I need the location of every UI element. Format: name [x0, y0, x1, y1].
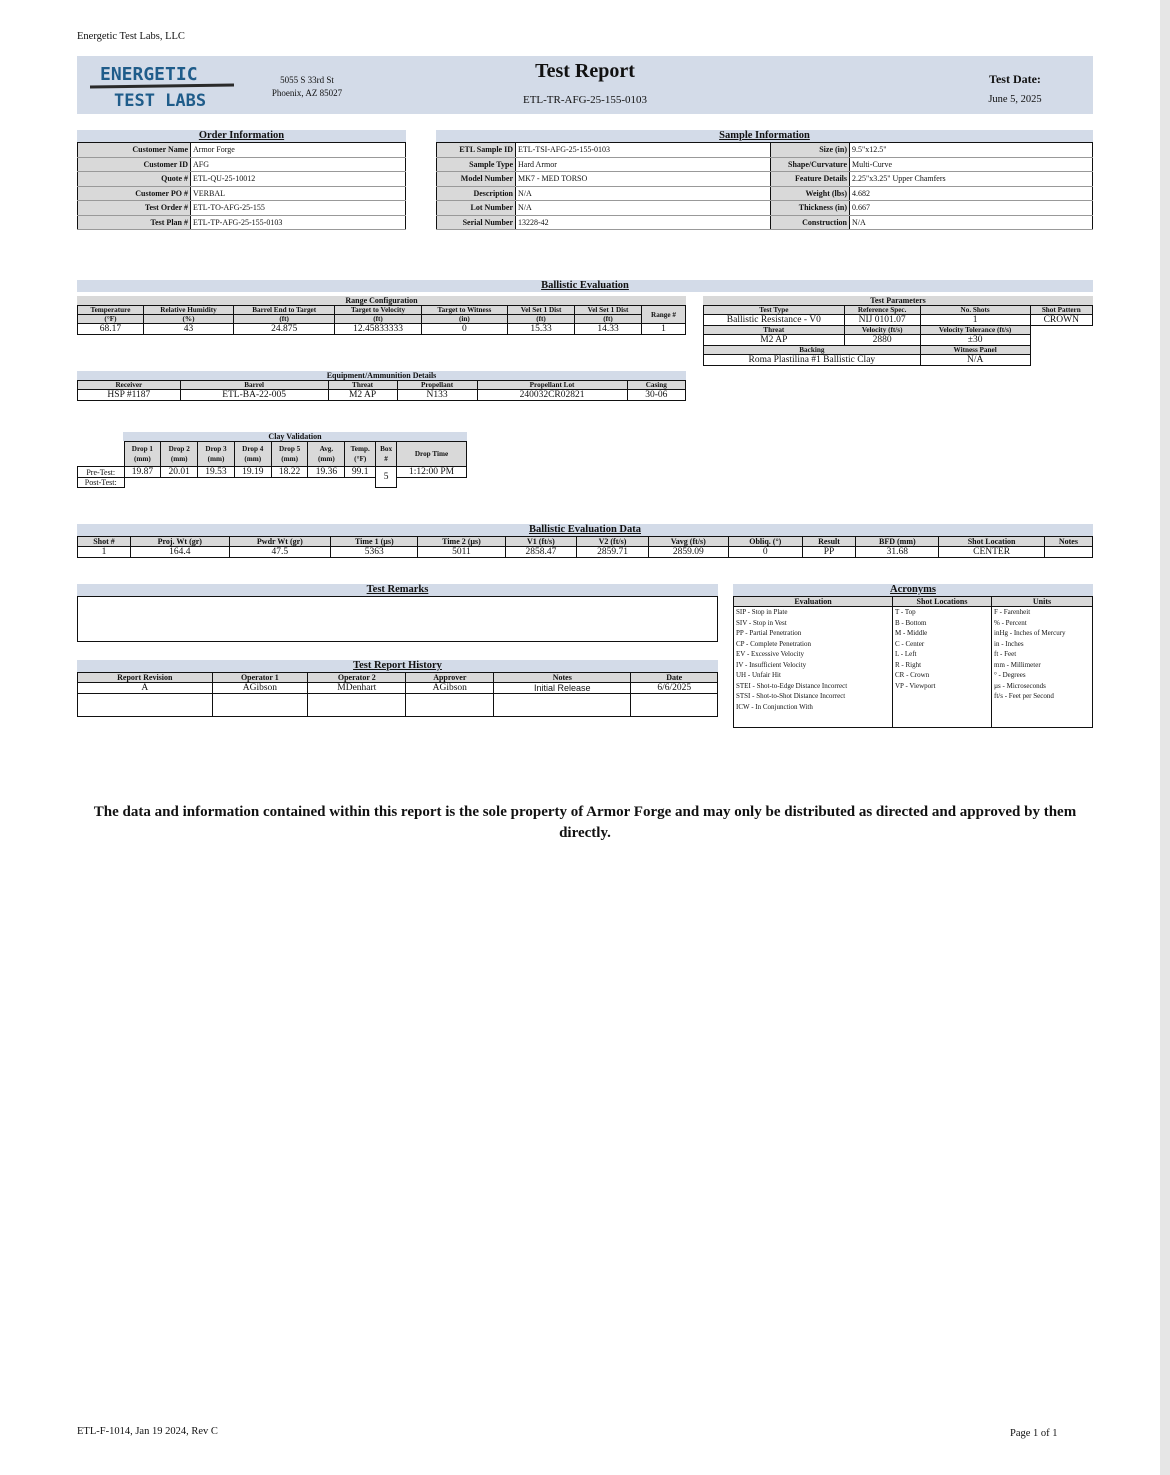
backing-header-row [704, 346, 1093, 355]
equipment-value: ETL-BA-22-005 [180, 390, 328, 401]
eval-header-row [78, 537, 1093, 547]
clay-column-header [271, 442, 308, 467]
logo-divider [90, 85, 234, 87]
disclaimer: The data and information contained within this report is the sole property of Armor Forge and may only be distributed as directed and approved by them directly. [93, 804, 1077, 841]
acronym-entry: in - Inches [994, 639, 1024, 648]
page-edge [1160, 0, 1170, 1475]
clay-header-unit: (mm) [244, 455, 262, 463]
eval-value: 2858.47 [505, 547, 577, 558]
range-unit-label: (ft) [575, 315, 642, 324]
clay-column-header [345, 442, 376, 467]
order-information-table [77, 142, 406, 230]
clay-validation-table [77, 441, 467, 488]
clay-header-label: Temp. [350, 445, 370, 453]
range-value: 12.45833333 [335, 324, 422, 335]
blank-cell [397, 478, 467, 488]
eval-value: PP [802, 547, 855, 558]
company-address [262, 74, 352, 100]
clay-header-unit: # [384, 455, 388, 463]
range-configuration-title: Range Configuration [77, 296, 686, 305]
order-info-value: ETL-TP-AFG-25-155-0103 [191, 215, 406, 230]
equipment-value: 30-06 [627, 390, 685, 401]
order-info-key: Quote # [78, 172, 191, 187]
equipment-value: M2 AP [328, 390, 397, 401]
post-test-value [308, 478, 345, 488]
box-number: 5 [376, 467, 397, 488]
sample-info-row [437, 143, 1093, 158]
test-remarks-title: Test Remarks [77, 584, 718, 596]
range-unit-label: (%) [143, 315, 233, 324]
logo-line-2: TEST LABS [114, 91, 207, 110]
clay-column-header [161, 442, 198, 467]
post-test-value [161, 478, 198, 488]
acronym-entry: µs - Microseconds [994, 681, 1046, 690]
range-column-header: Range # [642, 306, 686, 324]
params-header-row [704, 306, 1093, 315]
post-test-value [345, 478, 376, 488]
params-value: NIJ 0101.07 [844, 315, 920, 326]
clay-header-row [78, 442, 467, 467]
acronym-entry: CR - Crown [895, 671, 930, 679]
threat-label: Threat [704, 326, 845, 335]
eval-value: 164.4 [131, 547, 230, 558]
eval-value: 1 [78, 547, 131, 558]
pre-test-value: 20.01 [161, 467, 198, 478]
sample-info-key: Thickness (in) [771, 201, 850, 216]
sample-info-value: 2.25"x3.25" Upper Chamfers [850, 172, 1093, 187]
order-info-value: VERBAL [191, 186, 406, 201]
history-row [78, 683, 718, 694]
sample-info-key: Serial Number [437, 215, 516, 230]
range-unit-label: (ft) [234, 315, 335, 324]
eval-column-header: V1 (ft/s) [505, 537, 577, 547]
history-blank-cell [308, 694, 406, 717]
equipment-column-header: Receiver [78, 381, 181, 390]
history-blank-row [78, 694, 718, 717]
pre-test-label: Pre-Test: [78, 467, 125, 478]
eval-value: 2859.71 [577, 547, 649, 558]
clay-header-unit: (mm) [134, 455, 151, 463]
acronyms-body-row [734, 607, 1093, 728]
drop-time-value: 1:12:00 PM [397, 467, 467, 478]
range-units-row [78, 315, 686, 324]
eval-column-header: BFD (mm) [856, 537, 939, 547]
sample-info-value: 0.667 [850, 201, 1093, 216]
drop-time-label: Drop Time [397, 442, 467, 467]
equipment-column-header: Threat [328, 381, 397, 390]
evaluation-data-title: Ballistic Evaluation Data [77, 524, 1093, 536]
history-blank-cell [494, 694, 631, 717]
sample-info-key: Feature Details [771, 172, 850, 187]
backing-value-row [704, 355, 1093, 366]
sample-info-key: Lot Number [437, 201, 516, 216]
pre-test-value: 19.36 [308, 467, 345, 478]
acronym-entry: VP - Viewport [895, 681, 936, 690]
params-value: Ballistic Resistance - V0 [704, 315, 845, 326]
acronyms-table [733, 596, 1093, 728]
sample-info-value: N/A [850, 215, 1093, 230]
pre-test-value: 19.87 [124, 467, 161, 478]
clay-header-label: Drop 2 [168, 445, 190, 453]
sample-info-row [437, 215, 1093, 230]
range-value: 24.875 [234, 324, 335, 335]
order-info-row [78, 215, 406, 230]
acronym-entry: % - Percent [994, 618, 1027, 627]
range-header-row [78, 306, 686, 315]
acronym-entry: SIV - Stop in Vest [736, 618, 787, 627]
acronym-entry: mm - Millimeter [994, 660, 1041, 669]
order-info-row [78, 172, 406, 187]
backing-label: Backing [704, 346, 921, 355]
equipment-table [77, 380, 686, 401]
history-column-header: Report Revision [78, 673, 213, 683]
range-value: 43 [143, 324, 233, 335]
history-blank-cell [78, 694, 213, 717]
eval-column-header: Result [802, 537, 855, 547]
equipment-value: 240032CR02821 [477, 390, 627, 401]
sample-info-value: N/A [516, 201, 771, 216]
equipment-section [77, 371, 686, 401]
range-configuration-section [77, 296, 686, 335]
clay-header-unit: (mm) [170, 455, 188, 463]
range-unit-label: (°F) [78, 315, 144, 324]
eval-column-header: Obliq. (°) [728, 537, 802, 547]
history-column-header: Operator 2 [308, 673, 406, 683]
acronym-entry: ft/s - Feet per Second [994, 692, 1054, 700]
witness-value: N/A [920, 355, 1030, 366]
sample-info-value: 9.5"x12.5" [850, 143, 1093, 158]
history-value: 6/6/2025 [631, 683, 718, 694]
sample-information-section [436, 130, 1093, 230]
acronym-entry: CP - Complete Penetration [736, 639, 811, 648]
sample-info-value: ETL-TSI-AFG-25-155-0103 [516, 143, 771, 158]
report-history-table [77, 672, 718, 717]
acronym-entry: T - Top [895, 608, 916, 616]
equipment-value: HSP #1187 [78, 390, 181, 401]
range-column-header: Temperature [78, 306, 144, 315]
company-logo [88, 60, 236, 110]
range-value: 1 [642, 324, 686, 335]
range-unit-label: (ft) [508, 315, 575, 324]
test-parameters-table [703, 305, 1093, 366]
history-header-row [78, 673, 718, 683]
sample-info-row [437, 201, 1093, 216]
order-info-value: AFG [191, 157, 406, 172]
range-configuration-table [77, 305, 686, 335]
range-unit-label: (in) [421, 315, 507, 324]
pre-test-value: 19.19 [234, 467, 271, 478]
acronym-entry: C - Center [895, 639, 925, 648]
test-remarks-box [77, 596, 718, 642]
order-info-key: Customer Name [78, 143, 191, 158]
order-info-row [78, 201, 406, 216]
address-line-1: 5055 S 33rd St [280, 75, 334, 85]
threat-value-row [704, 335, 1093, 346]
sample-info-key: Description [437, 186, 516, 201]
acronym-entry: ICW - In Conjunction With [736, 702, 813, 711]
acronym-entry: F - Farenheit [994, 608, 1031, 616]
sample-info-key: Construction [771, 215, 850, 230]
equipment-value-row [78, 390, 686, 401]
order-info-row [78, 143, 406, 158]
acronym-entry: inHg - Inches of Mercury [994, 629, 1066, 637]
evaluation-data-section [77, 524, 1093, 558]
post-test-row [78, 478, 467, 488]
clay-header-label: Drop 1 [131, 445, 154, 453]
acronyms-header-row [734, 597, 1093, 607]
acronym-entry: L - Left [895, 650, 917, 658]
clay-column-header [308, 442, 345, 467]
threat-value: M2 AP [704, 335, 845, 346]
pre-test-row [78, 467, 467, 478]
history-column-header: Operator 1 [212, 673, 308, 683]
acronym-entry: ° - Degrees [994, 671, 1026, 679]
evaluation-data-table [77, 536, 1093, 558]
equipment-column-header: Propellant [397, 381, 477, 390]
eval-column-header: Pwdr Wt (gr) [229, 537, 331, 547]
range-unit-label: (ft) [335, 315, 422, 324]
blank-cell [78, 442, 125, 467]
range-value: 0 [421, 324, 507, 335]
clay-header-label: Avg. [319, 445, 334, 453]
clay-header-label: Box [380, 445, 393, 453]
company-name: Energetic Test Labs, LLC [77, 31, 185, 42]
sample-info-value: MK7 - MED TORSO [516, 172, 771, 187]
test-date-value: June 5, 2025 [988, 94, 1042, 105]
sample-info-value: 4.682 [850, 186, 1093, 201]
history-column-header: Date [631, 673, 718, 683]
sample-info-row [437, 172, 1093, 187]
sample-info-value: N/A [516, 186, 771, 201]
clay-column-header [376, 442, 397, 467]
blank-cell [1030, 326, 1092, 335]
acronym-entry: SIP - Stop in Plate [736, 608, 788, 616]
range-value: 15.33 [508, 324, 575, 335]
order-info-key: Test Plan # [78, 215, 191, 230]
clay-header-unit: (mm) [318, 455, 335, 463]
clay-validation-section [77, 432, 467, 488]
acronym-entry: IV - Insufficient Velocity [736, 660, 807, 669]
sample-info-key: Shape/Curvature [771, 157, 850, 172]
history-value: AGibson [406, 683, 494, 694]
sample-info-key: ETL Sample ID [437, 143, 516, 158]
acronyms-column-header: Units [992, 597, 1093, 607]
eval-value: 2859.09 [648, 547, 728, 558]
params-column-header: Test Type [704, 306, 845, 315]
range-column-header: Barrel End to Target [234, 306, 335, 315]
post-test-value [124, 478, 161, 488]
order-info-key: Test Order # [78, 201, 191, 216]
page-number: Page 1 of 1 [1010, 1428, 1058, 1439]
acronym-entry: UH - Unfair Hit [736, 671, 781, 679]
range-column-header: Target to Witness [421, 306, 507, 315]
order-info-value: ETL-TO-AFG-25-155 [191, 201, 406, 216]
history-value: MDenhart [308, 683, 406, 694]
sample-info-row [437, 157, 1093, 172]
sample-info-key: Sample Type [437, 157, 516, 172]
eval-column-header: Shot Location [939, 537, 1044, 547]
form-id: ETL-F-1014, Jan 19 2024, Rev C [77, 1426, 218, 1437]
eval-value: 5363 [331, 547, 418, 558]
sample-info-value: 13228-42 [516, 215, 771, 230]
params-value-row [704, 315, 1093, 326]
post-test-label: Post-Test: [78, 478, 125, 488]
sample-information-title: Sample Information [436, 130, 1093, 142]
params-column-header: No. Shots [920, 306, 1030, 315]
acronym-entry: R - Right [895, 660, 922, 669]
clay-column-header [234, 442, 271, 467]
sample-info-key: Model Number [437, 172, 516, 187]
sample-info-row [437, 186, 1093, 201]
logo-line-1: ENERGETIC [100, 64, 198, 85]
test-date-label: Test Date: [989, 72, 1041, 86]
clay-header-unit: (mm) [207, 455, 225, 463]
eval-data-row [78, 547, 1093, 558]
acronyms-column-header: Shot Locations [893, 597, 992, 607]
acronyms-shot-locations-column [893, 607, 992, 728]
range-column-header: Vel Set 1 Dist [508, 306, 575, 315]
clay-column-header [198, 442, 235, 467]
report-id: ETL-TR-AFG-25-155-0103 [522, 94, 648, 106]
acronym-entry: B - Bottom [895, 618, 927, 627]
equipment-header-row [78, 381, 686, 390]
report-title: Test Report [535, 60, 635, 82]
order-info-key: Customer ID [78, 157, 191, 172]
params-value: CROWN [1030, 315, 1092, 326]
order-info-row [78, 157, 406, 172]
range-column-header: Target to Velocity [335, 306, 422, 315]
clay-validation-title: Clay Validation [123, 432, 467, 441]
eval-value [1044, 547, 1092, 558]
test-parameters-section [703, 296, 1093, 366]
acronym-entry: PP - Partial Penetration [736, 629, 802, 637]
sample-info-value: Hard Armor [516, 157, 771, 172]
params-column-header: Reference Spec. [844, 306, 920, 315]
equipment-column-header: Propellant Lot [477, 381, 627, 390]
blank-cell [1030, 355, 1092, 366]
sample-info-value: Multi-Curve [850, 157, 1093, 172]
sample-info-key: Weight (lbs) [771, 186, 850, 201]
eval-column-header: V2 (ft/s) [577, 537, 649, 547]
acronym-entry: STEI - Shot-to-Edge Distance Incorrect [736, 681, 848, 690]
sample-info-key: Size (in) [771, 143, 850, 158]
equipment-value: N133 [397, 390, 477, 401]
test-remarks-section [77, 584, 718, 642]
blank-cell [1030, 335, 1092, 346]
witness-label: Witness Panel [920, 346, 1030, 355]
backing-value: Roma Plastilina #1 Ballistic Clay [704, 355, 921, 366]
eval-column-header: Shot # [78, 537, 131, 547]
equipment-title: Equipment/Ammunition Details [77, 371, 686, 380]
clay-column-header [124, 442, 161, 467]
order-info-value: ETL-QU-25-10012 [191, 172, 406, 187]
pre-test-value: 99.1 [345, 467, 376, 478]
clay-header-unit: (mm) [281, 455, 298, 463]
history-value: A [78, 683, 213, 694]
acronyms-title: Acronyms [733, 584, 1093, 596]
sample-information-table [436, 142, 1093, 230]
eval-column-header: Time 2 (µs) [418, 537, 505, 547]
history-column-header: Notes [494, 673, 631, 683]
eval-column-header: Notes [1044, 537, 1092, 547]
address-line-2: Phoenix, AZ 85027 [271, 88, 343, 98]
order-information-section [77, 130, 406, 230]
test-parameters-title: Test Parameters [703, 296, 1093, 305]
eval-column-header: Proj. Wt (gr) [131, 537, 230, 547]
post-test-value [271, 478, 308, 488]
blank-cell [1030, 346, 1092, 355]
acronym-entry: EV - Excessive Velocity [736, 650, 804, 658]
range-column-header: Vel Set 1 Dist [575, 306, 642, 315]
acronyms-units-column [992, 607, 1093, 728]
eval-value: 31.68 [856, 547, 939, 558]
params-value: 1 [920, 315, 1030, 326]
threat-header-row [704, 326, 1093, 335]
clay-header-label: Drop 5 [278, 445, 301, 453]
post-test-value [198, 478, 235, 488]
params-column-header: Shot Pattern [1030, 306, 1092, 315]
velocity-label: Velocity (ft/s) [844, 326, 920, 335]
acronyms-section [733, 584, 1093, 728]
history-value: Initial Release [494, 683, 631, 694]
eval-value: 47.5 [229, 547, 331, 558]
order-info-row [78, 186, 406, 201]
range-value: 14.33 [575, 324, 642, 335]
pre-test-value: 18.22 [271, 467, 308, 478]
range-column-header: Relative Humidity [143, 306, 233, 315]
velocity-value: 2880 [844, 335, 920, 346]
eval-value: 5011 [418, 547, 505, 558]
history-column-header: Approver [406, 673, 494, 683]
order-info-key: Customer PO # [78, 186, 191, 201]
clay-header-unit: (°F) [354, 455, 367, 463]
eval-value: CENTER [939, 547, 1044, 558]
pre-test-value: 19.53 [198, 467, 235, 478]
equipment-column-header: Barrel [180, 381, 328, 390]
history-blank-cell [631, 694, 718, 717]
tolerance-value: ±30 [920, 335, 1030, 346]
range-value: 68.17 [78, 324, 144, 335]
order-information-title: Order Information [77, 130, 406, 142]
report-history-section [77, 660, 718, 717]
eval-column-header: Vavg (ft/s) [648, 537, 728, 547]
tolerance-label: Velocity Tolerance (ft/s) [920, 326, 1030, 335]
range-value-row [78, 324, 686, 335]
acronym-entry: M - Middle [895, 629, 928, 637]
post-test-value [234, 478, 271, 488]
clay-header-label: Drop 3 [205, 445, 227, 453]
report-history-title: Test Report History [77, 660, 718, 672]
history-blank-cell [406, 694, 494, 717]
eval-column-header: Time 1 (µs) [331, 537, 418, 547]
equipment-column-header: Casing [627, 381, 685, 390]
acronyms-column-header: Evaluation [734, 597, 893, 607]
order-info-value: Armor Forge [191, 143, 406, 158]
ballistic-evaluation-title: Ballistic Evaluation [77, 280, 1093, 292]
history-blank-cell [212, 694, 308, 717]
history-value: AGibson [212, 683, 308, 694]
acronym-entry: ft - Feet [994, 650, 1017, 658]
acronym-entry: STSI - Shot-to-Shot Distance Incorrect [736, 692, 846, 700]
eval-value: 0 [728, 547, 802, 558]
acronyms-evaluation-column [734, 607, 893, 728]
clay-header-label: Drop 4 [242, 445, 264, 453]
